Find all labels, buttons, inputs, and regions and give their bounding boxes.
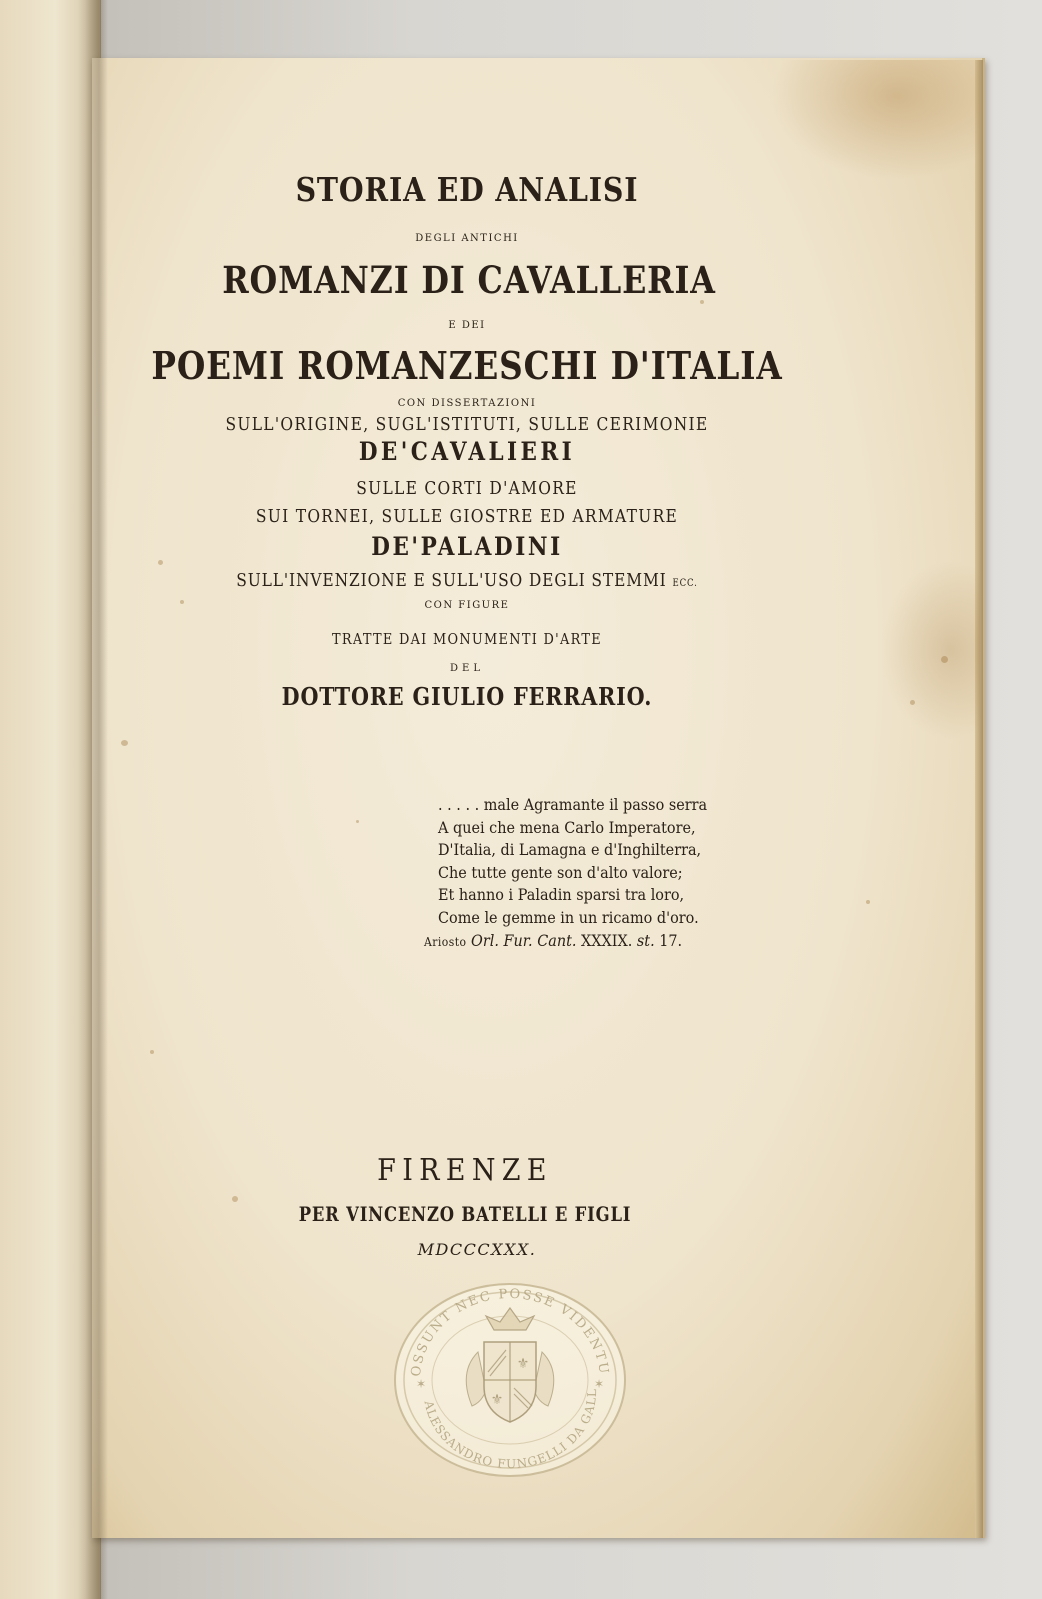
subtitle-line-9: TRATTE DAI MONUMENTI D'ARTE <box>332 630 602 648</box>
stain-top-right <box>770 60 980 180</box>
title-line-4: E DEI <box>448 320 486 331</box>
epigraph-line: A quei che mena Carlo Imperatore, <box>438 817 696 837</box>
epigraph-line: Come le gemme in un ricamo d'oro. <box>438 907 699 927</box>
subtitle-line-7-suffix: ECC. <box>672 578 698 589</box>
title-line-3: ROMANZI DI CAVALLERIA <box>222 258 716 302</box>
title-line-2: DEGLI ANTICHI <box>415 233 519 244</box>
subtitle-line-7 <box>65 570 868 591</box>
svg-text:⚜: ⚜ <box>516 1356 530 1372</box>
svg-text:✶: ✶ <box>594 1377 605 1391</box>
stamp-text-top: OSSUNT NEC POSSE VIDENTU <box>408 1286 612 1378</box>
foxing-spot <box>866 900 870 904</box>
epigraph <box>438 794 798 929</box>
epigraph-line: D'Italia, di Lamagna e d'Inghilterra, <box>438 840 702 859</box>
citation-canto: XXXIX. <box>581 931 633 950</box>
subtitle-line-1: CON DISSERTAZIONI <box>397 398 537 409</box>
title-line-1: STORIA ED ANALISI <box>295 170 639 209</box>
page-fore-edge <box>975 60 983 1538</box>
imprint-city: FIRENZE <box>377 1153 553 1188</box>
foxing-spot <box>356 820 359 823</box>
subtitle-line-6: DE'PALADINI <box>371 532 563 561</box>
author-name: DOTTORE GIULIO FERRARIO. <box>281 682 653 711</box>
blind-stamp-icon <box>390 1280 630 1480</box>
imprint-publisher: PER VINCENZO BATELLI E FIGLI <box>298 1202 632 1226</box>
title-line-5: POEMI ROMANZESCHI D'ITALIA <box>151 343 783 388</box>
foxing-spot <box>150 1050 154 1054</box>
foxing-spot <box>910 700 915 705</box>
subtitle-line-8: CON FIGURE <box>424 600 510 611</box>
foxing-spot <box>941 656 948 663</box>
epigraph-line: . . . . . male Agramante il passo serra <box>438 795 708 814</box>
stain-right <box>880 560 980 740</box>
subtitle-line-3: DE'CAVALIERI <box>358 437 576 466</box>
foxing-spot <box>121 740 128 746</box>
citation-number: 17. <box>659 931 683 950</box>
subtitle-line-2: SULL'ORIGINE, SUGL'ISTITUTI, SULLE CERIMONIE <box>225 414 709 435</box>
epigraph-citation <box>424 931 682 950</box>
citation-work: Orl. Fur. Cant. <box>471 931 577 950</box>
svg-text:⚜: ⚜ <box>490 1392 504 1408</box>
svg-text:✶: ✶ <box>416 1377 427 1391</box>
subtitle-line-7-text: SULL'INVENZIONE E SULL'USO DEGLI STEMMI <box>236 570 667 591</box>
citation-st: st. <box>636 931 655 950</box>
epigraph-line: Et hanno i Paladin sparsi tra loro, <box>438 885 685 904</box>
epigraph-line: Che tutte gente son d'alto valore; <box>438 862 683 882</box>
subtitle-line-5: SUI TORNEI, SULLE GIOSTRE ED ARMATURE <box>255 506 679 527</box>
imprint-year: MDCCCXXX. <box>417 1240 537 1259</box>
stamp-text-bottom: ALESSANDRO FUNGELLI DA GALL <box>421 1388 600 1472</box>
author-prefix: DEL <box>450 663 484 674</box>
subtitle-line-4: SULLE CORTI D'AMORE <box>356 478 578 499</box>
citation-author: Ariosto <box>424 935 467 949</box>
